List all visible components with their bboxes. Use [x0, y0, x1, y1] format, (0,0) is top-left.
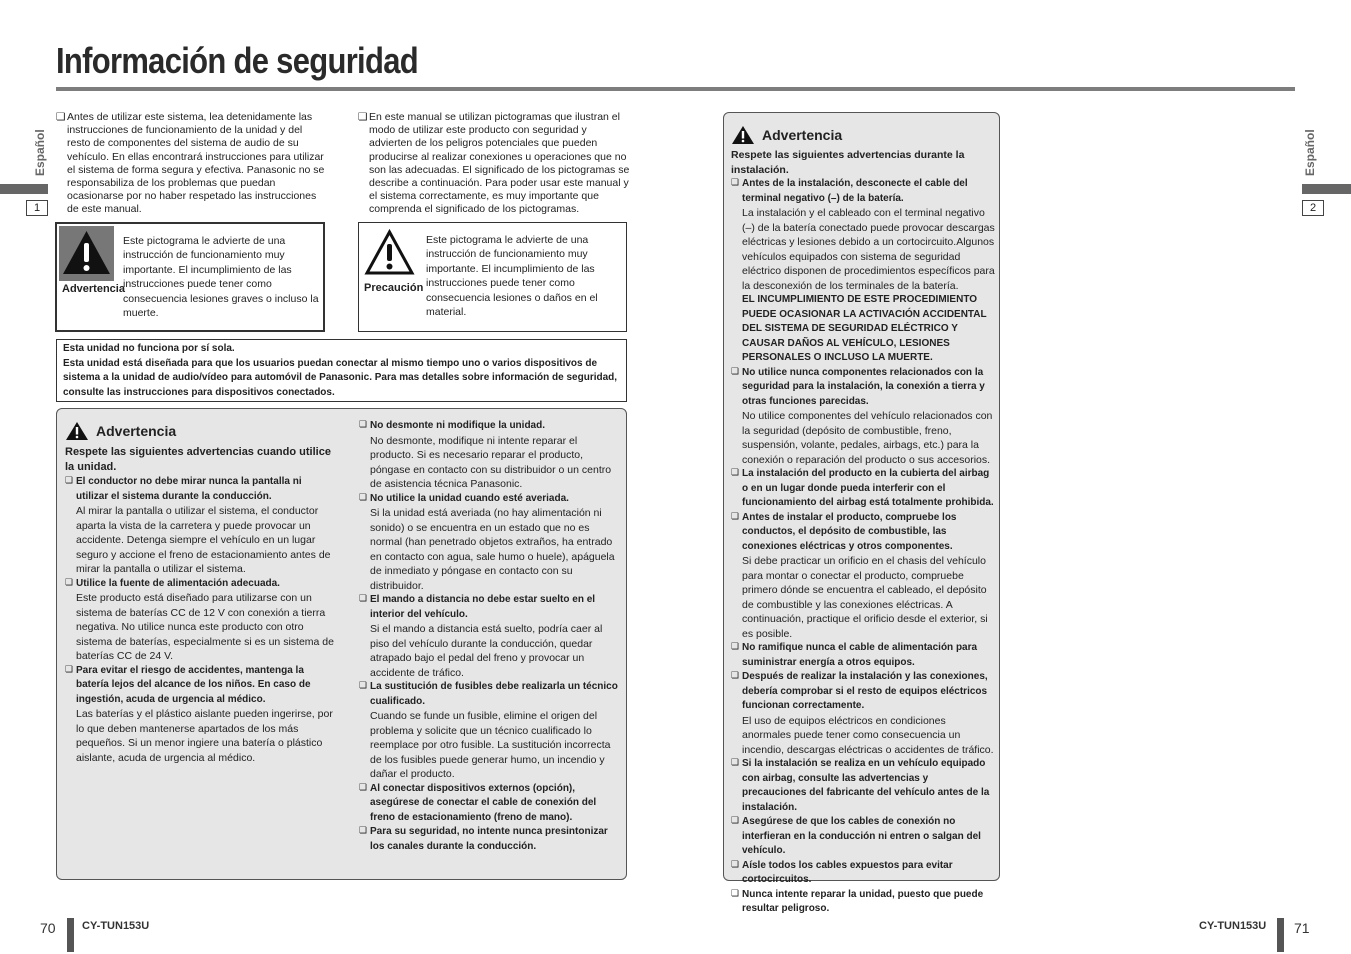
warning-item	[731, 366, 995, 468]
pictogram-caution-box	[358, 222, 627, 332]
pictogram-caution-label: Precaución	[364, 282, 424, 294]
checkbox-bullet-icon: ❏	[65, 576, 74, 587]
warning-item	[731, 815, 995, 859]
caution-exclamation-icon	[362, 226, 417, 281]
warning-item-heading: Antes de la instalación, desconecte el cable del terminal negativo (–) de la batería.	[742, 178, 968, 204]
notice-line-2: Esta unidad está diseñada para que los usuarios puedan conectar al mismo tiempo uno o varios dispositivos de sistema a la unidad de audio/vídeo para automóvil de Panasonic. Para mas detalles sobre información de seguridad, consulte las instrucciones para dispositivos conectados.	[63, 357, 618, 398]
warning-item-body: Si debe practicar un orificio en el chasis del vehículo para montar o conectar el producto, compruebe primero dónde se encuentra el cableado, el depósito de combustible y las conexiones eléctricas. A continuación, practique el orificio desde el exterior, si es posible.	[742, 555, 988, 640]
checkbox-bullet-icon: ❏	[731, 757, 740, 767]
checkbox-bullet-icon: ❏	[359, 593, 368, 603]
warning-item	[731, 467, 995, 511]
warning-item	[65, 664, 335, 766]
side-page-index-right: 2	[1302, 200, 1324, 216]
checkbox-bullet-icon: ❏	[731, 858, 740, 869]
checkbox-bullet-icon: ❏	[731, 177, 740, 187]
usage-warning-list-col1	[65, 475, 335, 765]
warning-item	[731, 641, 995, 670]
warning-triangle-icon	[65, 421, 89, 441]
warning-item-heading: La instalación del producto en la cubierta del airbag o en un lugar donde pueda interferir con el funcionamiento del airbag está totalmente prohibida.	[742, 468, 994, 508]
warning-item-heading: El conductor no debe mirar nunca la pantalla ni utilizar el sistema durante la conducción.	[76, 476, 302, 502]
checkbox-bullet-icon: ❏	[731, 670, 740, 680]
warning-item-body: El uso de equipos eléctricos en condiciones anormales puede tener como consecuencia un incendio, descargas eléctricas o accidentes de tráfico.	[742, 714, 994, 756]
warning-item-body: Si el mando a distancia está suelto, podría caer al piso del vehículo durante la conducción, quedar atrapado bajo el pedal del freno y provocar un accidente de tráfico.	[370, 623, 603, 679]
intro-left-paragraph: ❏ Antes de utilizar este sistema, lea detenidamente las instrucciones de funcionamiento de la unidad y del resto de componentes del sistema de audio de su vehículo. En ellas encontrará instrucciones para utilizar el sistema de forma segura y efectiva. Panasonic no se responsabiliza de los problemas que puedan ocasionarse por no haber respetado las instrucciones de este manual.	[56, 111, 325, 216]
side-page-index-left: 1	[26, 200, 48, 216]
checkbox-bullet-icon: ❏	[731, 815, 740, 825]
installation-warning-heading: Advertencia	[731, 125, 995, 145]
warning-item-heading: La sustitución de fusibles debe realizarla un técnico cualificado.	[370, 681, 618, 707]
warning-item	[359, 782, 623, 826]
warning-item-heading: Si la instalación se realiza en un vehículo equipado con airbag, consulte las advertencias y precauciones del fabricante del vehículo antes de la instalación.	[742, 758, 990, 813]
checkbox-bullet-icon: ❏	[56, 111, 66, 123]
checkbox-bullet-icon: ❏	[65, 475, 74, 485]
warning-item-body: Las baterías y el plástico aislante pueden ingerirse, por lo que deben mantenerse apartados de los más pequeños. Si un menor ingiere una batería o plástico aislante, acuda de urgencia al médico.	[76, 708, 333, 764]
usage-warning-lead: Respete las siguientes advertencias cuando utilice la unidad.	[65, 446, 331, 473]
pictogram-warning-box	[55, 222, 325, 332]
checkbox-bullet-icon: ❏	[65, 663, 74, 674]
warning-item-caps-notice: EL INCUMPLIMIENTO DE ESTE PROCEDIMIENTO PUEDE OCASIONAR LA ACTIVACIÓN ACCIDENTAL DEL SISTEMA DE SEGURIDAD ELÉCTRICO Y CAUSAR DAÑOS AL VEHÍCULO, LESIONES PERSONALES O INCLUSO LA MUERTE.	[742, 294, 987, 363]
page-title: Información de seguridad	[56, 40, 418, 81]
warning-item-heading: Antes de instalar el producto, compruebe los conductos, el depósito de combustible, las conexiones eléctricas y otros componentes.	[742, 511, 957, 552]
side-language-left: Español	[33, 129, 47, 176]
warning-item	[731, 177, 995, 366]
warning-item-body: No utilice componentes del vehículo relacionados con la seguridad (depósito de combustible, freno, suspensión, volante, pedales, airbags, etc.) para la conexión o reparación del producto o sus accesorios.	[742, 410, 993, 466]
page-number-left: 70	[40, 920, 56, 936]
warning-item-body: Este producto está diseñado para utilizarse con un sistema de baterías CC de 12 V con conexión a tierra negativa. No utilice nunca este producto con otro sistema de baterías, especialmente si es un sistema de baterías CC de 24 V.	[76, 592, 334, 662]
title-rule	[56, 87, 1295, 91]
checkbox-bullet-icon: ❏	[731, 641, 740, 651]
warning-item	[359, 593, 623, 680]
side-language-right: Español	[1303, 129, 1317, 176]
checkbox-bullet-icon: ❏	[731, 467, 740, 477]
warning-item	[65, 577, 335, 664]
warning-item-heading: Aísle todos los cables expuestos para evitar cortocircuitos.	[742, 859, 953, 885]
checkbox-bullet-icon: ❏	[359, 781, 368, 792]
warning-item-heading: El mando a distancia no debe estar suelto en el interior del vehículo.	[370, 594, 596, 620]
warning-item-body: Cuando se funde un fusible, elimine el origen del problema y solicite que un técnico cualificado lo reemplace por otro fusible. La sustitución incorrecta de los fusibles puede generar humo, un incendio y dañar el producto.	[370, 710, 611, 780]
footer-bar-left	[67, 918, 74, 952]
usage-warning-panel	[56, 408, 627, 880]
warning-item	[359, 492, 623, 594]
warning-item-heading: Después de realizar la instalación y las conexiones, debería comprobar si el resto de equipos eléctricos funcionan correctamente.	[742, 671, 988, 711]
installation-warning-panel	[723, 112, 1000, 914]
warning-item	[731, 888, 995, 917]
checkbox-bullet-icon: ❏	[731, 510, 740, 521]
checkbox-bullet-icon: ❏	[359, 825, 368, 835]
warning-item	[731, 670, 995, 757]
warning-item	[359, 419, 623, 492]
installation-warning-list	[731, 177, 995, 917]
pictogram-warning-text: Este pictograma le advierte de una instrucción de funcionamiento muy importante. El incumplimiento de las instrucciones puede tener como consecuencia lesiones graves o incluso la muerte.	[123, 235, 319, 320]
checkbox-bullet-icon: ❏	[359, 491, 368, 502]
warning-item-heading: Para evitar el riesgo de accidentes, mantenga la batería lejos del alcance de los niños. En caso de ingestión, acuda de urgencia al médico.	[76, 664, 311, 705]
checkbox-bullet-icon: ❏	[731, 365, 740, 376]
side-bar-right	[1302, 184, 1351, 194]
warning-item-heading: No desmonte ni modifique la unidad.	[370, 420, 546, 431]
warning-item-heading: No ramifique nunca el cable de alimentación para suministrar energía a otros equipos.	[742, 642, 978, 668]
intro-right-paragraph: ❏ En este manual se utilizan pictogramas que ilustran el modo de utilizar este producto con seguridad y advierten de los peligros potenciales que pueden producirse al realizar conexiones u operaciones que no son las adecuadas. El significado de los pictogramas se describe a continuación. Para poder usar este manual y el sistema correctamente, es muy importante que comprenda el significado de los pictogramas.	[358, 111, 630, 216]
page-number-right: 71	[1294, 920, 1310, 936]
pictogram-warning-label: Advertencia	[62, 283, 125, 295]
warning-item-heading: No utilice nunca componentes relacionados con la seguridad para la instalación, la conexión a tierra y otras funciones parecidas.	[742, 366, 985, 407]
warning-triangle-icon	[731, 125, 755, 145]
warning-item	[731, 757, 995, 815]
side-bar-left	[0, 184, 48, 194]
warning-item-body: La instalación y el cableado con el terminal negativo (–) de la batería conectado puede provocar descargas eléctricas y lesiones debido a un cortocircuito.Algunos vehículos equipados con sistema de seguridad eléctrico disponen de procedimientos específicos para la desconexión de los terminales de la batería.	[742, 207, 995, 292]
model-number-left: CY-TUN153U	[82, 920, 150, 932]
warning-item-heading: Utilice la fuente de alimentación adecuada.	[76, 577, 280, 589]
warning-item-heading: Para su seguridad, no intente nunca presintonizar los canales durante la conducción.	[370, 826, 608, 852]
warning-item-heading: Al conectar dispositivos externos (opción), asegúrese de conectar el cable de conexión del freno de estacionamiento (freno de mano).	[370, 782, 597, 823]
warning-item-body: Al mirar la pantalla o utilizar el sistema, el conductor aparta la vista de la carretera y puede provocar un accidente. Detenga siempre el vehículo en un lugar seguro y accione el freno de estacionamiento antes de mirar la pantalla o utilizar el sistema.	[76, 505, 331, 575]
warning-exclamation-icon	[59, 226, 114, 281]
usage-warning-heading: Advertencia	[65, 421, 335, 441]
warning-item	[359, 680, 623, 782]
warning-item-body: No desmonte, modifique ni intente reparar el producto. Si es necesario reparar el producto, póngase en contacto con su distribuidor o un centro de asistencia técnica Panasonic.	[370, 434, 612, 490]
checkbox-bullet-icon: ❏	[731, 887, 740, 898]
notice-line-1: Esta unidad no funciona por sí sola.	[63, 343, 235, 354]
checkbox-bullet-icon: ❏	[358, 111, 368, 123]
warning-item	[731, 859, 995, 888]
warning-item	[65, 475, 335, 577]
warning-item	[359, 825, 623, 854]
installation-warning-lead: Respete las siguientes advertencias durante la instalación.	[731, 149, 965, 176]
model-number-right: CY-TUN153U	[1199, 920, 1267, 932]
warning-item	[731, 511, 995, 642]
checkbox-bullet-icon: ❏	[359, 419, 368, 429]
standalone-notice-box	[56, 339, 627, 402]
usage-warning-list-col2	[359, 419, 623, 854]
footer-bar-right	[1277, 918, 1284, 952]
warning-item-heading: Asegúrese de que los cables de conexión no interfieran en la conducción ni entren o salgan del vehículo.	[742, 816, 981, 856]
checkbox-bullet-icon: ❏	[359, 680, 368, 690]
pictogram-caution-text: Este pictograma le advierte de una instrucción de funcionamiento muy importante. El incumplimiento de las instrucciones puede tener como consecuencia lesiones o daños en el material.	[426, 234, 598, 319]
warning-item-body: Si la unidad está averiada (no hay alimentación ni sonido) o se encuentra en un estado que no es normal (han penetrado objetos extraños, ha entrado en contacto con agua, sale humo o huele), apáguela de inmediato y póngase en contacto con su distribuidor.	[370, 507, 615, 592]
warning-item-heading: Nunca intente reparar la unidad, puesto que puede resultar peligroso.	[742, 888, 984, 914]
warning-item-heading: No utilice la unidad cuando esté averiada.	[370, 492, 569, 504]
